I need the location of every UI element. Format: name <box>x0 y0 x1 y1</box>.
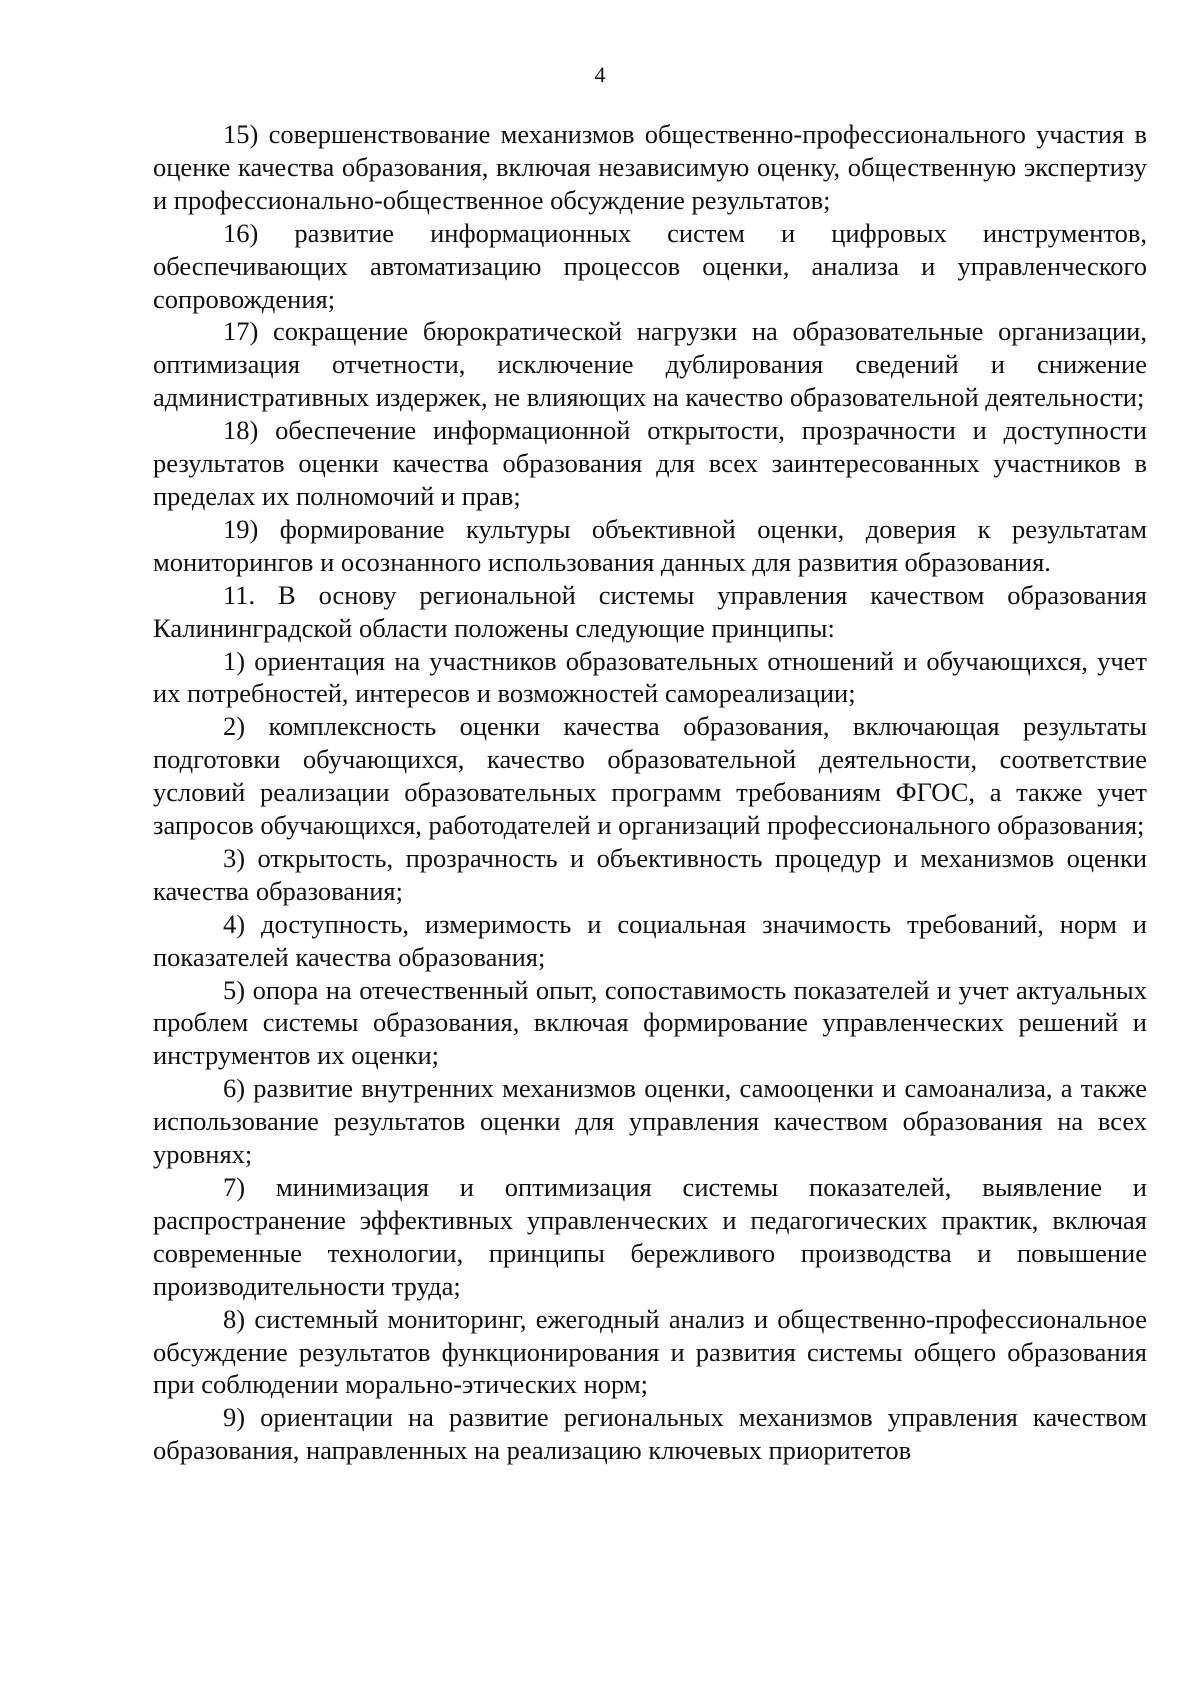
paragraph-principle-2: 2) комплексность оценки качества образования, включающая результаты подготовки обучающихся, качество образовательной деятельности, соответствие условий реализации образовательных программ требованиям ФГОС, а также учет запросов обучающихся, работодателей и организаций профессионального образования; <box>153 711 1147 841</box>
document-body <box>153 118 1147 1467</box>
paragraph-section-11: 11. В основу региональной системы управления качеством образования Калининградской области положены следующие принципы: <box>153 579 1147 643</box>
paragraph-principle-3: 3) открытость, прозрачность и объективность процедур и механизмов оценки качества образования; <box>153 842 1147 906</box>
paragraph-item-16: 16) развитие информационных систем и цифровых инструментов, обеспечивающих автоматизацию процессов оценки, анализа и управленческого сопровождения; <box>153 217 1147 314</box>
paragraph-principle-4: 4) доступность, измеримость и социальная значимость требований, норм и показателей качества образования; <box>153 908 1147 972</box>
paragraph-item-17: 17) сокращение бюрократической нагрузки на образовательные организации, оптимизация отчетности, исключение дублирования сведений и снижение административных издержек, не влияющих на качество образовательной деятельности; <box>153 316 1147 413</box>
paragraph-principle-1: 1) ориентация на участников образовательных отношений и обучающихся, учет их потребностей, интересов и возможностей самореализации; <box>153 645 1147 709</box>
paragraph-principle-6: 6) развитие внутренних механизмов оценки, самооценки и самоанализа, а также использование результатов оценки для управления качеством образования на всех уровнях; <box>153 1073 1147 1170</box>
page-number: 4 <box>594 62 606 87</box>
paragraph-principle-7: 7) минимизация и оптимизация системы показателей, выявление и распространение эффективных управленческих и педагогических практик, включая современные технологии, принципы бережливого производства и повышение производительности труда; <box>153 1172 1147 1301</box>
paragraph-item-15: 15) совершенствование механизмов общественно-профессионального участия в оценке качества образования, включая независимую оценку, общественную экспертизу и профессионально-общественное обсуждение результатов; <box>153 119 1147 215</box>
paragraph-item-18: 18) обеспечение информационной открытости, прозрачности и доступности результатов оценки качества образования для всех заинтересованных участников в пределах их полномочий и прав; <box>153 415 1147 511</box>
paragraph-principle-8: 8) системный мониторинг, ежегодный анализ и общественно-профессиональное обсуждение результатов функционирования и развития системы общего образования при соблюдении морально-этических норм; <box>153 1303 1147 1400</box>
paragraph-principle-9: 9) ориентации на развитие региональных механизмов управления качеством образования, направленных на реализацию ключевых приоритетов <box>153 1402 1147 1466</box>
paragraph-principle-5: 5) опора на отечественный опыт, сопоставимость показателей и учет актуальных проблем системы образования, включая формирование управленческих решений и инструментов их оценки; <box>153 974 1147 1071</box>
paragraph-item-19: 19) формирование культуры объективной оценки, доверия к результатам мониторингов и осознанного использования данных для развития образования. <box>153 513 1147 577</box>
